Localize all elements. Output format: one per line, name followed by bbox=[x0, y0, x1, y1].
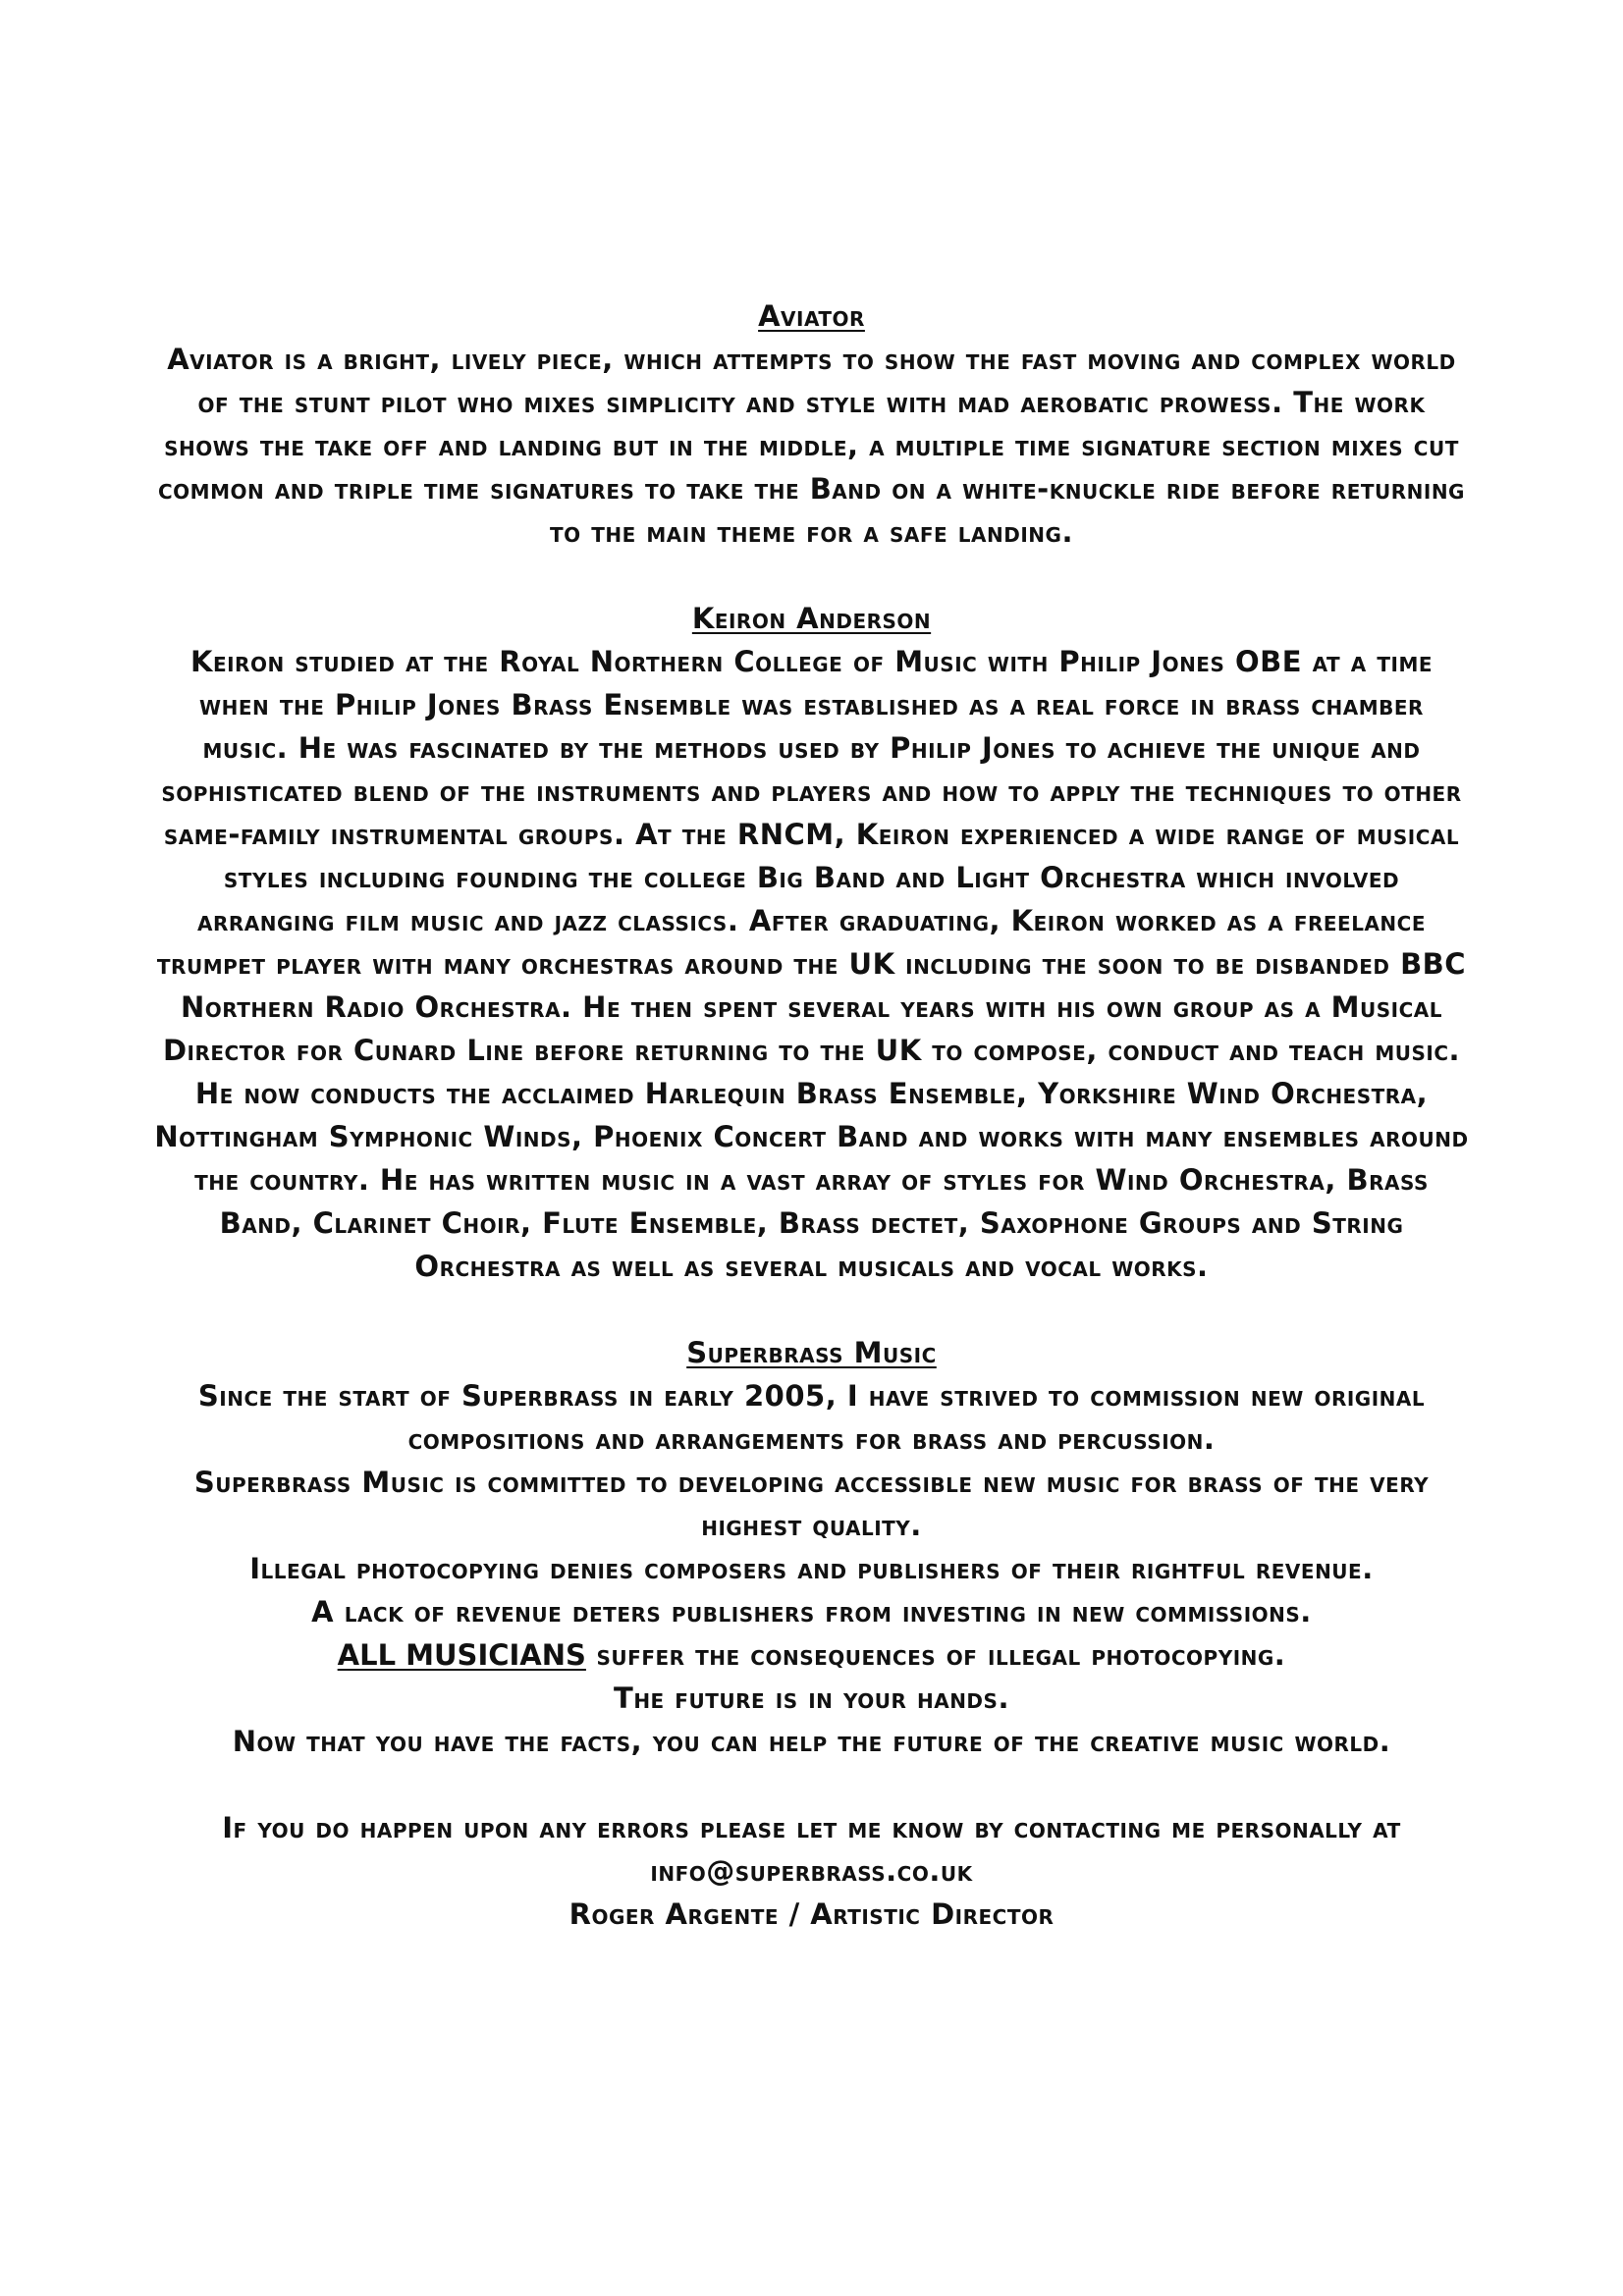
composer-heading: Keiron Anderson bbox=[691, 602, 932, 635]
aviator-description: Aviator is a bright, lively piece, which attempts to show the fast moving and complex world of the stunt pilot who mixes simplicity and style with mad aerobatic prowess. The work shows the take off and landing but in the middle, a multiple time signature section mixes cut common and triple time signatures to take the Band on a white-knuckle ride before returning to the main theme for a safe landing. bbox=[158, 343, 1465, 549]
composer-biography: Keiron studied at the Royal Northern College of Music with Philip Jones OBE at a time when the Philip Jones Brass Ensemble was established as a real force in brass chamber music. He was fascinated by the methods used by Philip Jones to achieve the unique and sophisticated blend of the instruments and players and how to apply the techniques to other same-family instrumental groups. At the RNCM, Keiron experienced a wide range of musical styles including founding the college Big Band and Light Orchestra which involved arranging film music and jazz classics. After graduating, Keiron worked as a freelance trumpet player with many orchestras around the UK including the soon to be disbanded BBC Northern Radio Orchestra. He then spent several years with his own group as a Musical Director for Cunard Line before returning to the UK to compose, conduct and teach music. He now conducts the acclaimed Harlequin Brass Ensemble, Yorkshire Wind Orchestra, Nottingham Symphonic Winds, Phoenix Concert Band and works with many ensembles around the country. He has written music in a vast array of styles for Wind Orchestra, Brass Band, Clarinet Choir, Flute Ensemble, Brass dectet, Saxophone Groups and String Orchestra as well as several musicals and vocal works. bbox=[154, 645, 1469, 1283]
publisher-statement-5 bbox=[147, 1633, 1476, 1677]
contact-section bbox=[147, 1806, 1476, 1936]
publisher-statement-3: Illegal photocopying denies composers and publishers of their rightful revenue. bbox=[249, 1552, 1374, 1585]
publisher-statement-1: Since the start of Superbrass in early 2005, I have strived to commission new original compositions and arrangements for brass and percussion. bbox=[197, 1379, 1426, 1456]
contact-request: If you do happen upon any errors please let me know by contacting me personally at bbox=[222, 1811, 1401, 1844]
all-musicians-emphasis: ALL MUSICIANS bbox=[337, 1638, 586, 1672]
publisher-statement-2: Superbrass Music is committed to developing accessible new music for brass of the very highest quality. bbox=[193, 1466, 1430, 1542]
publisher-statement-6: The future is in your hands. bbox=[614, 1682, 1009, 1715]
publisher-statement-7: Now that you have the facts, you can help the future of the creative music world. bbox=[232, 1725, 1391, 1758]
aviator-section bbox=[147, 294, 1476, 554]
contact-email[interactable]: info@superbrass.co.uk bbox=[650, 1854, 973, 1888]
aviator-heading: Aviator bbox=[758, 299, 865, 333]
publisher-section bbox=[147, 1331, 1476, 1763]
composer-section bbox=[147, 597, 1476, 1288]
document-body bbox=[147, 294, 1476, 1979]
signature: Roger Argente / Artistic Director bbox=[568, 1897, 1055, 1931]
publisher-statement-4: A lack of revenue deters publishers from investing in new commissions. bbox=[311, 1595, 1312, 1629]
publisher-statement-5-rest: suffer the consequences of illegal photocopying. bbox=[585, 1638, 1286, 1672]
publisher-heading: Superbrass Music bbox=[686, 1336, 937, 1369]
